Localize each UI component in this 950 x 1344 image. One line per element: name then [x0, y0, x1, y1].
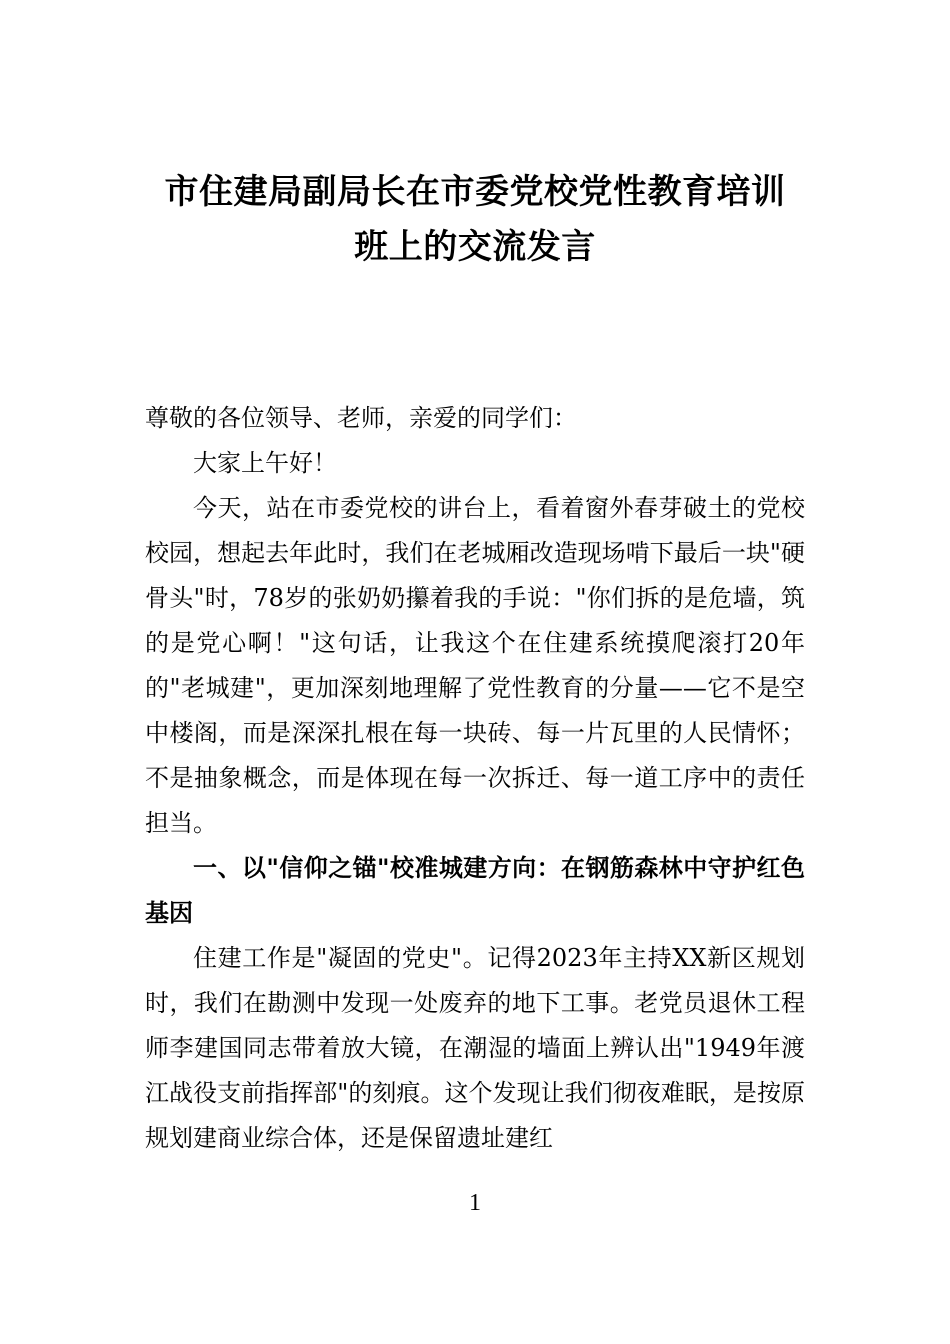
page-number: 1: [469, 1190, 481, 1216]
intro-paragraph: 今天，站在市委党校的讲台上，看着窗外春芽破土的党校校园，想起去年此时，我们在老城厢改造现场啃下最后一块"硬骨头"时，78岁的张奶奶攥着我的手说："你们拆的是危墙，筑的是党心啊！"这句话，让我这个在住建系统摸爬滚打20年的"老城建"，更加深刻地理解了党性教育的分量——它不是空中楼阁，而是深深扎根在每一块砖、每一片瓦里的人民情怀；不是抽象概念，而是体现在每一次拆迁、每一道工序中的责任担当。: [145, 494, 805, 837]
document-body: [145, 396, 805, 1161]
greeting: 大家上午好！: [193, 449, 337, 477]
section-heading: 一、以"信仰之锚"校准城建方向：在钢筋森林中守护红色基因: [145, 854, 805, 927]
salutation: 尊敬的各位领导、老师，亲爱的同学们：: [145, 404, 577, 432]
document-title: [145, 165, 805, 275]
section-paragraph: 住建工作是"凝固的党史"。记得2023年主持XX新区规划时，我们在勘测中发现一处废弃的地下工事。老党员退休工程师李建国同志带着放大镜，在潮湿的墙面上辨认出"1949年渡江战役支前指挥部"的刻痕。这个发现让我们彻夜难眠，是按原规划建商业综合体，还是保留遗址建红: [145, 944, 805, 1152]
title-line-1: 市住建局副局长在市委党校党性教育培训: [164, 172, 786, 212]
title-line-2: 班上的交流发言: [354, 227, 596, 267]
